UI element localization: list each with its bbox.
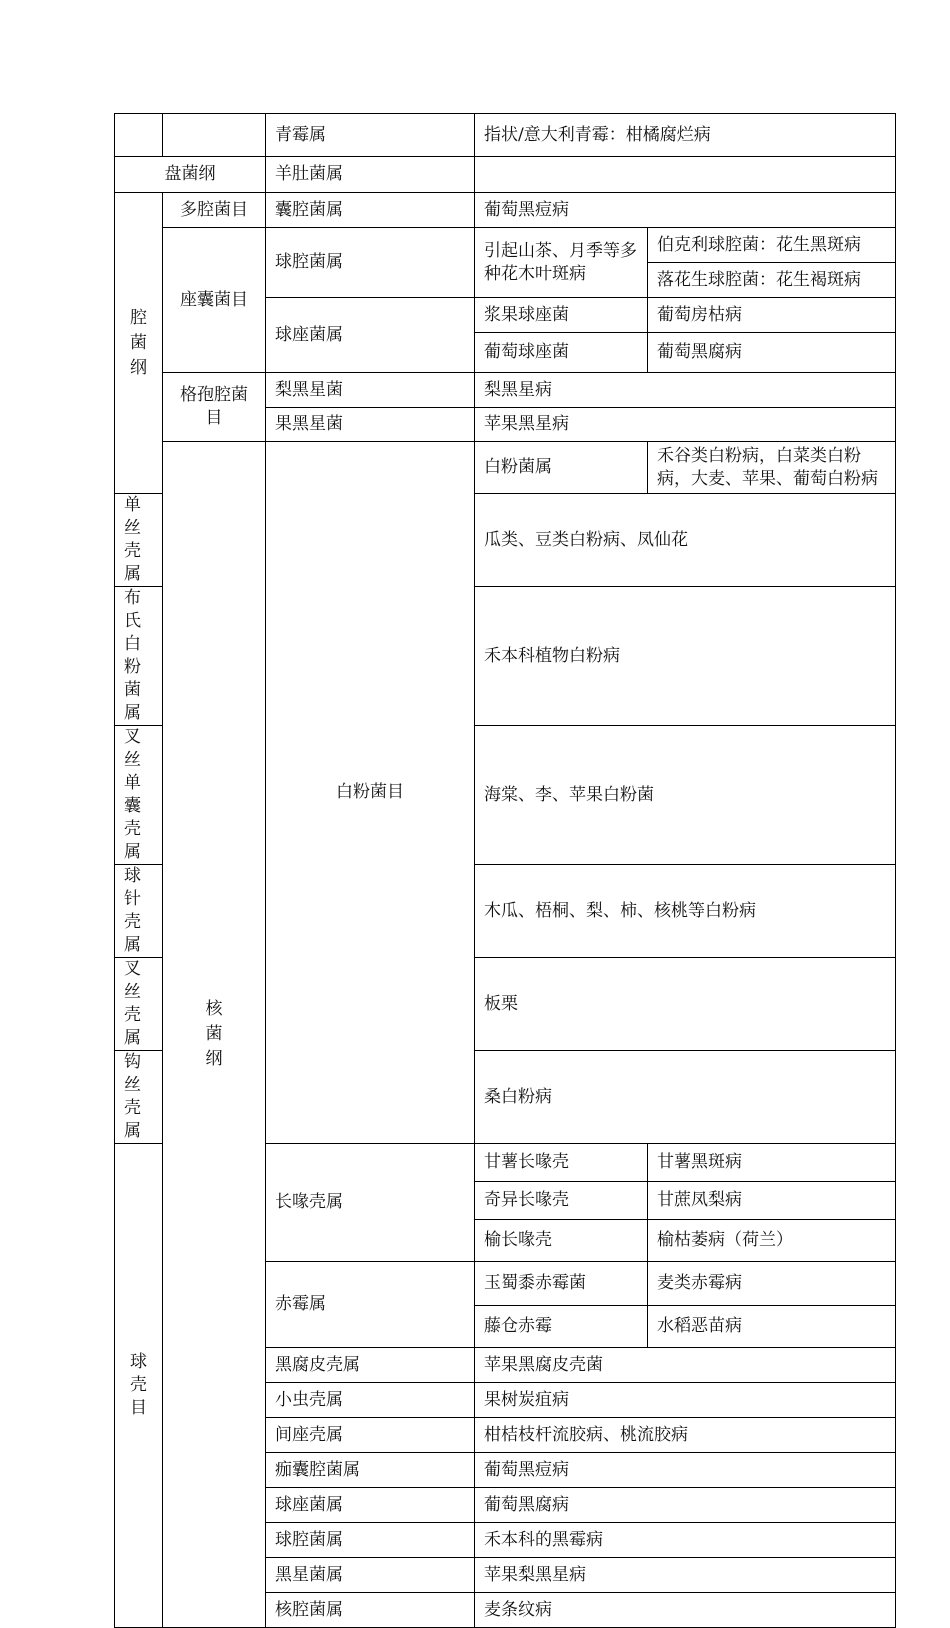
genus-cell: 囊腔菌属 — [266, 193, 475, 228]
genus-cell: 青霉属 — [266, 114, 475, 157]
genus-cell: 黑星菌属 — [266, 1558, 475, 1593]
genus-cell: 果黑星菌 — [266, 408, 475, 442]
note-cell: 瓜类、豆类白粉病、凤仙花 — [475, 494, 896, 587]
note-cell: 苹果黑腐皮壳菌 — [475, 1348, 896, 1383]
genus-cell: 赤霉属 — [266, 1262, 475, 1348]
species-cell: 玉蜀黍赤霉菌 — [475, 1262, 648, 1306]
genus-cell: 间座壳属 — [266, 1418, 475, 1453]
genus-cell: 梨黑星菌 — [266, 373, 475, 408]
genus-cell: 球座菌属 — [266, 1488, 475, 1523]
disease-cell: 甘薯黑斑病 — [648, 1144, 896, 1182]
class-label: 核菌纲 — [205, 999, 223, 1069]
genus-cell: 钩丝壳属 — [115, 1051, 163, 1144]
note-cell: 指状/意大利青霉：柑橘腐烂病 — [475, 114, 896, 157]
order-cell: 座囊菌目 — [163, 228, 266, 373]
genus-cell: 布氏白粉菌属 — [115, 587, 163, 726]
genus-cell: 球针壳属 — [115, 865, 163, 958]
disease-cell: 水稻恶苗病 — [648, 1306, 896, 1348]
note-cell: 木瓜、梧桐、梨、柿、核桃等白粉病 — [475, 865, 896, 958]
class-cell-pyrenomycetes — [163, 442, 266, 1628]
empty-cell — [163, 114, 266, 157]
note-cell: 苹果黑星病 — [475, 408, 896, 442]
note-cell: 果树炭疽病 — [475, 1383, 896, 1418]
note-cell: 桑白粉病 — [475, 1051, 896, 1144]
genus-cell: 叉丝单囊壳属 — [115, 726, 163, 865]
note-cell: 禾本科的黑霉病 — [475, 1523, 896, 1558]
note-cell: 麦条纹病 — [475, 1593, 896, 1628]
species-cell: 藤仓赤霉 — [475, 1306, 648, 1348]
note-cell: 苹果梨黑星病 — [475, 1558, 896, 1593]
note-cell: 禾谷类白粉病，白菜类白粉病，大麦、苹果、葡萄白粉病 — [648, 442, 896, 494]
note-cell: 柑桔枝杆流胶病、桃流胶病 — [475, 1418, 896, 1453]
species-cell: 甘薯长喙壳 — [475, 1144, 648, 1182]
note-cell: 葡萄黑痘病 — [475, 193, 896, 228]
genus-cell: 小虫壳属 — [266, 1383, 475, 1418]
genus-cell: 痂囊腔菌属 — [266, 1453, 475, 1488]
genus-cell: 球腔菌属 — [266, 228, 475, 298]
genus-cell: 白粉菌属 — [475, 442, 648, 494]
genus-cell: 叉丝壳属 — [115, 958, 163, 1051]
disease-cell: 甘蔗凤梨病 — [648, 1182, 896, 1220]
disease-cell: 葡萄黑腐病 — [648, 333, 896, 373]
note-cell: 落花生球腔菌：花生褐斑病 — [648, 263, 896, 298]
species-cell: 奇异长喙壳 — [475, 1182, 648, 1220]
table-row — [115, 193, 896, 228]
disease-cell: 麦类赤霉病 — [648, 1262, 896, 1306]
genus-cell: 黑腐皮壳属 — [266, 1348, 475, 1383]
class-cell: 盘菌纲 — [115, 157, 266, 193]
table-row — [115, 157, 896, 193]
table-row — [115, 442, 896, 494]
note-cell: 葡萄黑痘病 — [475, 1453, 896, 1488]
table-row — [115, 114, 896, 157]
note-cell: 海棠、李、苹果白粉菌 — [475, 726, 896, 865]
genus-cell: 核腔菌属 — [266, 1593, 475, 1628]
order-cell: 格孢腔菌目 — [163, 373, 266, 442]
note-cell: 葡萄黑腐病 — [475, 1488, 896, 1523]
disease-cell: 榆枯萎病（荷兰） — [648, 1220, 896, 1262]
species-cell: 浆果球座菌 — [475, 298, 648, 333]
desc-cell: 引起山茶、月季等多种花木叶斑病 — [475, 228, 648, 298]
genus-cell: 球腔菌属 — [266, 1523, 475, 1558]
note-cell: 伯克利球腔菌：花生黑斑病 — [648, 228, 896, 263]
class-cell-loculoascomycetes — [115, 193, 163, 494]
order-cell: 白粉菌目 — [266, 442, 475, 1144]
note-cell — [475, 157, 896, 193]
disease-cell: 葡萄房枯病 — [648, 298, 896, 333]
genus-cell: 球座菌属 — [266, 298, 475, 373]
fungi-classification-table — [114, 113, 896, 1628]
order-cell: 多腔菌目 — [163, 193, 266, 228]
class-label: 腔菌纲 — [130, 307, 147, 378]
table-row — [115, 373, 896, 408]
genus-cell: 单丝壳属 — [115, 494, 163, 587]
note-cell: 梨黑星病 — [475, 373, 896, 408]
order-cell: 球壳目 — [115, 1144, 163, 1628]
note-cell: 禾本科植物白粉病 — [475, 587, 896, 726]
species-cell: 葡萄球座菌 — [475, 333, 648, 373]
table-row — [115, 228, 896, 263]
genus-cell: 长喙壳属 — [266, 1144, 475, 1262]
species-cell: 榆长喙壳 — [475, 1220, 648, 1262]
genus-cell: 羊肚菌属 — [266, 157, 475, 193]
note-cell: 板栗 — [475, 958, 896, 1051]
empty-cell — [115, 114, 163, 157]
